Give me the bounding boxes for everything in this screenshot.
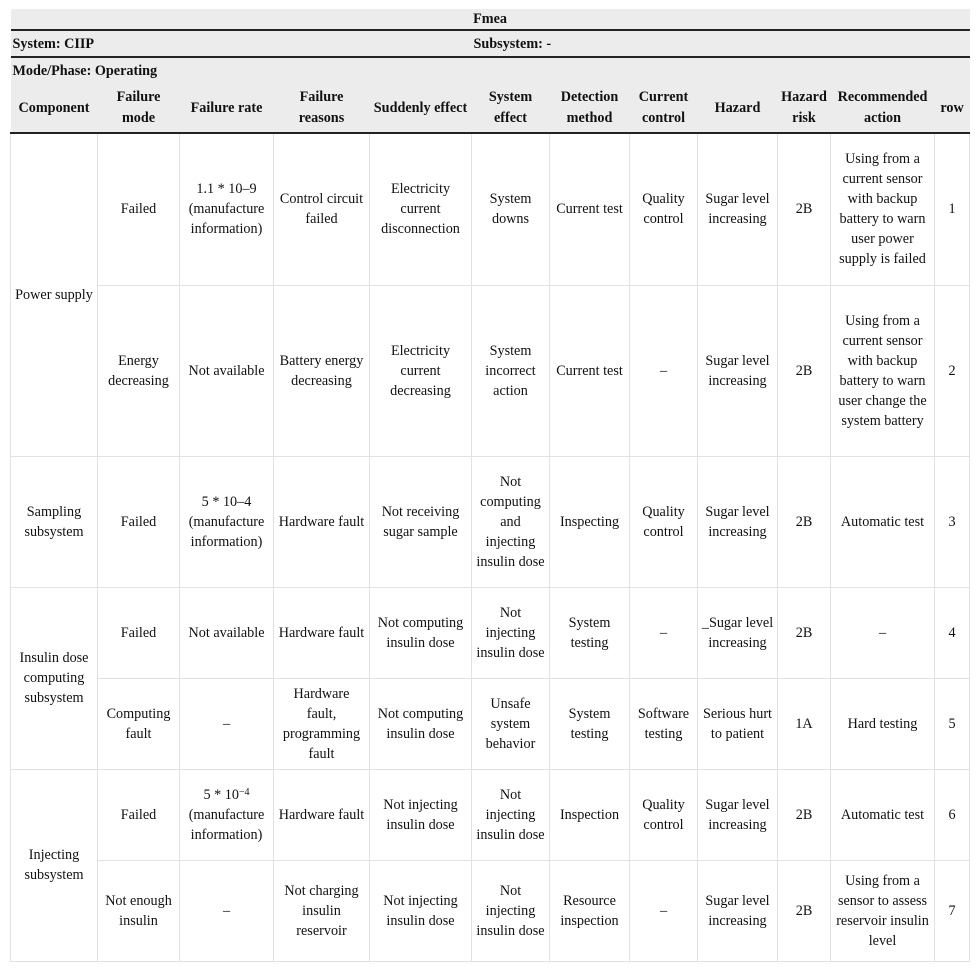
failure-mode-cell: Failed	[98, 769, 180, 860]
component-cell: Injecting subsystem	[11, 769, 98, 961]
subsystem-label: Subsystem: -	[472, 30, 970, 57]
hazard-risk-cell: 2B	[778, 133, 831, 285]
failure-mode-cell: Energy decreasing	[98, 285, 180, 456]
hazard-risk-cell: 2B	[778, 860, 831, 961]
table-row	[11, 587, 970, 678]
failure-reasons-cell: Not charging insulin reservoir	[274, 860, 370, 961]
hazard-cell: Sugar level increasing	[698, 769, 778, 860]
detection-method-cell: Inspection	[550, 769, 630, 860]
system-effect-cell: Not injecting insulin dose	[472, 769, 550, 860]
row-number-cell: 5	[935, 678, 970, 769]
mode-phase-label: Mode/Phase: Operating	[11, 57, 970, 84]
table-row	[11, 769, 970, 860]
hazard-cell: Sugar level increasing	[698, 860, 778, 961]
recommended-action-cell: Automatic test	[831, 769, 935, 860]
recommended-action-cell: Using from a sensor to assess reservoir insulin level	[831, 860, 935, 961]
system-effect-cell: Not injecting insulin dose	[472, 860, 550, 961]
current-control-cell: Quality control	[630, 456, 698, 587]
table-row	[11, 678, 970, 769]
failure-reasons-cell: Hardware fault	[274, 456, 370, 587]
row-number-cell: 6	[935, 769, 970, 860]
system-effect-cell: Unsafe system behavior	[472, 678, 550, 769]
failure-reasons-cell: Control circuit failed	[274, 133, 370, 285]
current-control-cell: –	[630, 587, 698, 678]
row-number-cell: 7	[935, 860, 970, 961]
failure-rate-base: 5 * 10	[203, 786, 239, 803]
col-header-current-control: Current control	[630, 84, 698, 133]
failure-mode-cell: Computing fault	[98, 678, 180, 769]
failure-reasons-cell: Hardware fault, programming fault	[274, 678, 370, 769]
hazard-cell: Sugar level increasing	[698, 456, 778, 587]
suddenly-effect-cell: Not computing insulin dose	[370, 678, 472, 769]
suddenly-effect-cell: Not injecting insulin dose	[370, 769, 472, 860]
suddenly-effect-cell: Electricity current decreasing	[370, 285, 472, 456]
component-cell: Sampling subsystem	[11, 456, 98, 587]
row-number-cell: 3	[935, 456, 970, 587]
hazard-risk-cell: 1A	[778, 678, 831, 769]
failure-mode-cell: Not enough insulin	[98, 860, 180, 961]
table-row	[11, 456, 970, 587]
suddenly-effect-cell: Electricity current disconnection	[370, 133, 472, 285]
col-header-detection-method: Detection method	[550, 84, 630, 133]
col-header-row: row	[935, 84, 970, 133]
failure-reasons-cell: Hardware fault	[274, 769, 370, 860]
col-header-recommended-action: Recommended action	[831, 84, 935, 133]
current-control-cell: Quality control	[630, 133, 698, 285]
fmea-table	[10, 9, 970, 962]
detection-method-cell: Inspecting	[550, 456, 630, 587]
system-effect-cell: System downs	[472, 133, 550, 285]
col-header-suddenly-effect: Suddenly effect	[370, 84, 472, 133]
hazard-cell: Sugar level increasing	[698, 285, 778, 456]
hazard-risk-cell: 2B	[778, 587, 831, 678]
failure-rate-cell	[180, 769, 274, 860]
system-effect-cell: Not injecting insulin dose	[472, 587, 550, 678]
table-title: Fmea	[11, 9, 970, 30]
component-cell: Power supply	[11, 133, 98, 456]
failure-rate-note: (manufacture information)	[188, 806, 265, 843]
component-cell: Insulin dose computing subsystem	[11, 587, 98, 769]
table-row	[11, 860, 970, 961]
hazard-cell: Sugar level increasing	[698, 133, 778, 285]
failure-rate-cell: –	[180, 678, 274, 769]
hazard-cell: _Sugar level increasing	[698, 587, 778, 678]
failure-rate-cell: 5 * 10–4 (manufacture information)	[180, 456, 274, 587]
row-number-cell: 4	[935, 587, 970, 678]
suddenly-effect-cell: Not injecting insulin dose	[370, 860, 472, 961]
col-header-failure-rate: Failure rate	[180, 84, 274, 133]
suddenly-effect-cell: Not receiving sugar sample	[370, 456, 472, 587]
row-number-cell: 1	[935, 133, 970, 285]
suddenly-effect-cell: Not computing insulin dose	[370, 587, 472, 678]
failure-rate-cell: Not available	[180, 285, 274, 456]
col-header-hazard-risk: Hazard risk	[778, 84, 831, 133]
failure-mode-cell: Failed	[98, 587, 180, 678]
failure-reasons-cell: Hardware fault	[274, 587, 370, 678]
failure-rate-cell: 1.1 * 10–9 (manufacture information)	[180, 133, 274, 285]
detection-method-cell: System testing	[550, 678, 630, 769]
row-number-cell: 2	[935, 285, 970, 456]
detection-method-cell: Resource inspection	[550, 860, 630, 961]
col-header-component: Component	[11, 84, 98, 133]
recommended-action-cell: Using from a current sensor with backup battery to warn user change the system battery	[831, 285, 935, 456]
hazard-risk-cell: 2B	[778, 456, 831, 587]
system-label: System: CIIP	[11, 30, 472, 57]
table-row	[11, 285, 970, 456]
failure-mode-cell: Failed	[98, 133, 180, 285]
current-control-cell: –	[630, 285, 698, 456]
col-header-failure-reasons: Failure reasons	[274, 84, 370, 133]
recommended-action-cell: Hard testing	[831, 678, 935, 769]
col-header-system-effect: System effect	[472, 84, 550, 133]
failure-reasons-cell: Battery energy decreasing	[274, 285, 370, 456]
failure-rate-exponent: −4	[238, 786, 250, 798]
failure-rate-cell: Not available	[180, 587, 274, 678]
fmea-table-container	[10, 9, 969, 962]
current-control-cell: Quality control	[630, 769, 698, 860]
hazard-cell: Serious hurt to patient	[698, 678, 778, 769]
current-control-cell: Software testing	[630, 678, 698, 769]
hazard-risk-cell: 2B	[778, 769, 831, 860]
current-control-cell: –	[630, 860, 698, 961]
failure-rate-cell: –	[180, 860, 274, 961]
detection-method-cell: Current test	[550, 285, 630, 456]
system-effect-cell: Not computing and injecting insulin dose	[472, 456, 550, 587]
col-header-hazard: Hazard	[698, 84, 778, 133]
system-effect-cell: System incorrect action	[472, 285, 550, 456]
hazard-risk-cell: 2B	[778, 285, 831, 456]
recommended-action-cell: Using from a current sensor with backup battery to warn user power supply is failed	[831, 133, 935, 285]
failure-mode-cell: Failed	[98, 456, 180, 587]
detection-method-cell: Current test	[550, 133, 630, 285]
recommended-action-cell: Automatic test	[831, 456, 935, 587]
col-header-failure-mode: Failure mode	[98, 84, 180, 133]
detection-method-cell: System testing	[550, 587, 630, 678]
recommended-action-cell: –	[831, 587, 935, 678]
table-row	[11, 133, 970, 285]
